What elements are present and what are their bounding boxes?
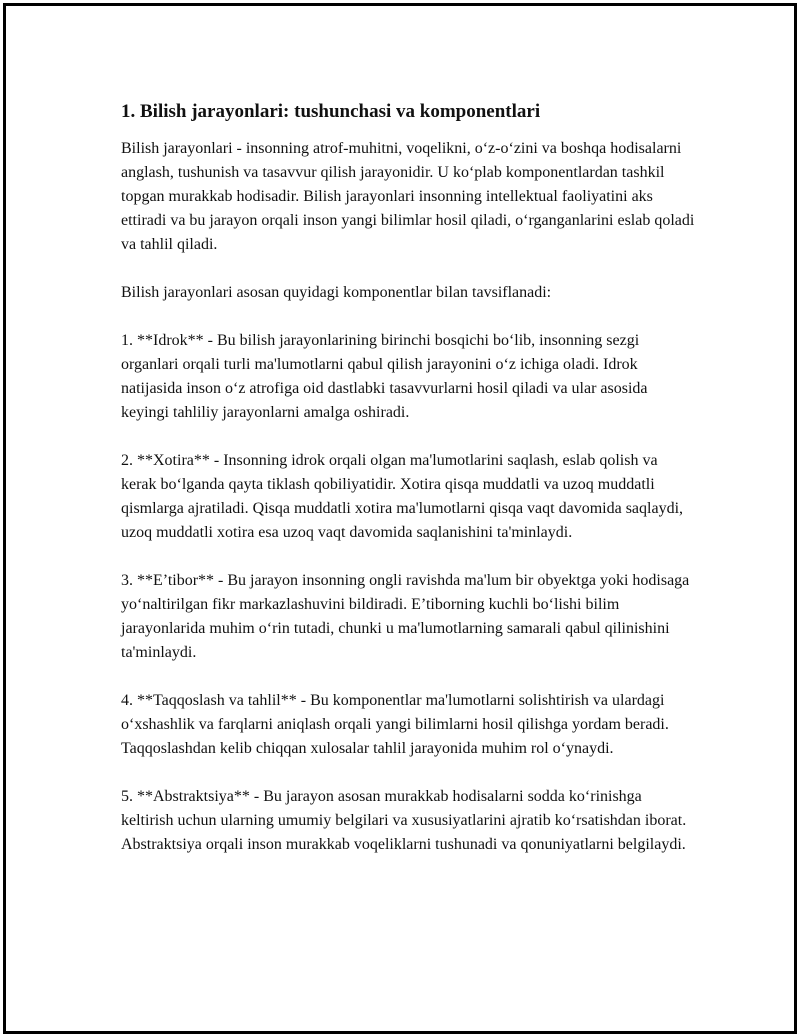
intro-paragraph: Bilish jarayonlari - insonning atrof-muhitni, voqelikni, o‘z-o‘zini va boshqa hodisalarni anglash, tushunish va tasavvur qilish jarayonidir. U ko‘plab komponentlardan tashkil topgan murakkab hodisadir. Bilish jarayonlari insonning intellektual faoliyatini aks ettiradi va bu jarayon orqali inson yangi bilimlar hosil qiladi, o‘rganganlarini eslab qoladi va tahlil qiladi.	[121, 140, 695, 253]
component-abstraktsiya-paragraph: 5. **Abstraktsiya** - Bu jarayon asosan murakkab hodisalarni sodda ko‘rinishga keltirish uchun ularning umumiy belgilari va xususiyatlarini ajratib ko‘rsatishdan iborat. Abstraktsiya orqali inson murakkab voqeliklarni tushunadi va qonuniyatlarni belgilaydi.	[121, 788, 687, 853]
component-idrok-paragraph: 1. **Idrok** - Bu bilish jarayonlarining birinchi bosqichi bo‘lib, insonning sezgi organlari orqali turli ma'lumotlarni qabul qilish jarayonini o‘z ichiga oladi. Idrok natijasida inson o‘z atrofiga oid dastlabki tasavvurlarni hosil qiladi va ular asosida keyingi tahliliy jarayonlarni amalga oshiradi.	[121, 332, 648, 421]
component-taqqoslash-paragraph: 4. **Taqqoslash va tahlil** - Bu komponentlar ma'lumotlarni solishtirish va ulardagi o‘xshashlik va farqlarni aniqlash orqali yangi bilimlarni hosil qilishga yordam beradi. Taqqoslashdan kelib chiqqan xulosalar tahlil jarayonida muhim rol o‘ynaydi.	[121, 692, 669, 757]
component-xotira-paragraph: 2. **Xotira** - Insonning idrok orqali olgan ma'lumotlarini saqlash, eslab qolish va kerak bo‘lganda qayta tiklash qobiliyatidir. Xotira qisqa muddatli va uzoq muddatli qismlarga ajratiladi. Qisqa muddatli xotira ma'lumotlarni qisqa vaqt davomida saqlaydi, uzoq muddatli xotira esa uzoq vaqt davomida saqlanishini ta'minlaydi.	[121, 452, 684, 541]
components-intro-paragraph: Bilish jarayonlari asosan quyidagi komponentlar bilan tavsiflanadi:	[121, 284, 552, 301]
document-title: 1. Bilish jarayonlari: tushunchasi va komponentlari	[121, 101, 541, 122]
document-body	[121, 99, 696, 881]
component-etibor-paragraph: 3. **E’tibor** - Bu jarayon insonning ongli ravishda ma'lum bir obyektga yoki hodisaga yo‘naltirilgan fikr markazlashuvini bildiradi. E’tiborning kuchli bo‘lishi bilim jarayonlarida muhim o‘rin tutadi, chunki u ma'lumotlarning samarali qabul qilinishini ta'minlaydi.	[121, 572, 690, 661]
page-frame	[3, 3, 797, 1034]
